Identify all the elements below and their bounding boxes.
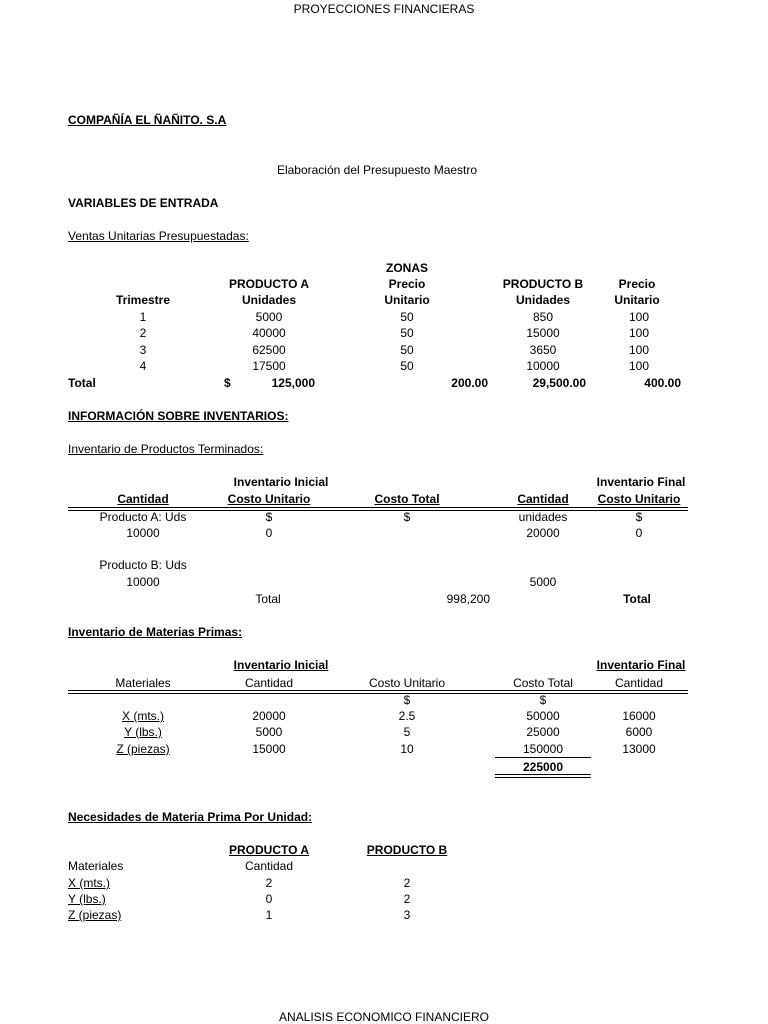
table-row-cell: unidades (518, 510, 568, 524)
divider (68, 507, 688, 508)
raw-col-cantidad-final: Cantidad (614, 676, 664, 690)
needs-col-producto-b: PRODUCTO B (366, 843, 448, 857)
finished-col-costo-total: Costo Total (374, 492, 440, 506)
table-row-cell: 20000 (252, 709, 286, 723)
table-row-cell: 2.5 (398, 709, 416, 723)
inventory-heading: INFORMACIÓN SOBRE INVENTARIOS: (68, 409, 289, 423)
table-row-cell: 5000 (529, 575, 557, 589)
table-row-cell: 100 (628, 326, 650, 340)
table-row-cell: 100 (628, 343, 650, 357)
table-row-cell: 3 (139, 343, 147, 357)
needs-col-cantidad: Cantidad (244, 859, 294, 873)
sales-col-unidades-a: Unidades (241, 293, 297, 307)
sales-col-producto-b: PRODUCTO B (502, 277, 584, 291)
divider (68, 693, 688, 694)
table-row-cell: 5000 (255, 725, 283, 739)
table-row-cell: 0 (265, 892, 273, 906)
table-row-cell: 1 (139, 310, 147, 324)
table-row-cell: Y (lbs.) (124, 725, 162, 739)
table-row-cell: 50000 (526, 709, 560, 723)
page-header: PROYECCIONES FINANCIERAS (293, 2, 475, 16)
table-row-cell: 50 (400, 359, 414, 373)
table-row-cell: 2 (403, 892, 411, 906)
table-row-cell: 10000 (126, 526, 160, 540)
company-name: COMPAÑÍA EL ÑAÑITO. S.A (68, 113, 227, 127)
table-row-cell: 15000 (526, 326, 560, 340)
sales-col-unidades-b: Unidades (515, 293, 571, 307)
sales-zonas-header: ZONAS (386, 261, 428, 275)
table-row-cell: 13000 (622, 742, 656, 756)
raw-group-final: Inventario Final (596, 658, 686, 672)
table-row-cell: 6000 (625, 725, 653, 739)
sales-total-currency: $ (224, 376, 231, 390)
sales-section-title: Ventas Unitarias Presupuestadas: (68, 229, 249, 243)
table-row-cell: X (mts.) (68, 876, 110, 890)
table-row-cell: Producto B: Uds (99, 558, 187, 572)
sales-col-precio-a: Precio (388, 277, 426, 291)
table-row-cell: 0 (265, 526, 273, 540)
needs-col-producto-a: PRODUCTO A (228, 843, 310, 857)
finished-group-final: Inventario Final (596, 475, 686, 489)
table-row-cell: 2 (403, 876, 411, 890)
table-row-cell: 2 (265, 876, 273, 890)
table-row-cell: 50 (400, 310, 414, 324)
table-row-cell: 4 (139, 359, 147, 373)
raw-total: 225000 (522, 760, 564, 774)
table-row-cell: 17500 (252, 359, 286, 373)
sales-total-a-price: 200.00 (451, 376, 488, 390)
raw-group-initial: Inventario Inicial (233, 658, 329, 672)
raw-currency-cu: $ (403, 693, 411, 707)
table-row-cell: 0 (635, 526, 643, 540)
table-row-cell: 16000 (622, 709, 656, 723)
sales-col-trimestre: Trimestre (115, 293, 171, 307)
sales-col-precio-b: Precio (618, 277, 656, 291)
finished-total-value: 998,200 (446, 592, 490, 606)
page-footer: ANALISIS ECONOMICO FINANCIERO (278, 1010, 490, 1024)
table-row-cell: 62500 (252, 343, 286, 357)
raw-col-costo-unitario: Costo Unitario (368, 676, 446, 690)
table-row-cell: 150000 (522, 742, 564, 756)
table-row-cell: 5 (403, 725, 411, 739)
table-row-cell: 20000 (526, 526, 560, 540)
table-row-cell: 10 (400, 742, 414, 756)
sales-total-a-units: 125,000 (271, 376, 315, 390)
document-subtitle: Elaboración del Presupuesto Maestro (276, 163, 478, 177)
table-row-cell: X (mts.) (122, 709, 164, 723)
raw-col-costo-total: Costo Total (513, 676, 573, 690)
table-row-cell: 2 (139, 326, 147, 340)
table-row-cell: 3 (403, 908, 411, 922)
raw-section-title: Inventario de Materias Primas: (68, 625, 243, 639)
sales-col-unitario-a: Unitario (384, 293, 430, 307)
finished-col-costo-unitario-final: Costo Unitario (597, 492, 681, 506)
divider (495, 757, 591, 758)
table-row-cell: 100 (628, 359, 650, 373)
divider (495, 774, 591, 775)
sales-col-producto-a: PRODUCTO A (228, 277, 310, 291)
table-row-cell: 10000 (126, 575, 160, 589)
raw-col-cantidad: Cantidad (244, 676, 294, 690)
table-row-cell: 15000 (252, 742, 286, 756)
table-row-cell: Z (piezas) (116, 742, 170, 756)
raw-col-materiales: Materiales (115, 676, 171, 690)
finished-col-cantidad-final: Cantidad (517, 492, 569, 506)
needs-section-title: Necesidades de Materia Prima Por Unidad: (68, 810, 313, 824)
table-row-cell: $ (265, 510, 273, 524)
finished-col-cantidad: Cantidad (117, 492, 169, 506)
table-row-cell: 50 (400, 343, 414, 357)
finished-group-initial: Inventario Inicial (233, 475, 329, 489)
needs-col-materiales: Materiales (68, 859, 124, 873)
table-row-cell: 5000 (255, 310, 283, 324)
table-row-cell: 10000 (526, 359, 560, 373)
table-row-cell: 25000 (526, 725, 560, 739)
table-row-cell: 3650 (529, 343, 557, 357)
table-row-cell: 40000 (252, 326, 286, 340)
sales-total-b-units: 29,500.00 (532, 376, 586, 390)
finished-section-title: Inventario de Productos Terminados: (68, 442, 264, 456)
sales-col-unitario-b: Unitario (614, 293, 660, 307)
table-row-cell: 850 (532, 310, 554, 324)
table-row-cell: Producto A: Uds (99, 510, 187, 524)
finished-total-label: Total (255, 592, 281, 606)
raw-currency-ct: $ (539, 693, 547, 707)
sales-total-b-price: 400.00 (644, 376, 681, 390)
table-row-cell: 100 (628, 310, 650, 324)
finished-total-final-label: Total (623, 592, 651, 606)
variables-heading: VARIABLES DE ENTRADA (68, 196, 219, 210)
table-row-cell: $ (635, 510, 643, 524)
table-row-cell: Z (piezas) (68, 908, 122, 922)
table-row-cell: $ (403, 510, 411, 524)
finished-col-costo-unitario: Costo Unitario (227, 492, 311, 506)
divider (495, 777, 591, 778)
table-row-cell: 1 (265, 908, 273, 922)
table-row-cell: 50 (400, 326, 414, 340)
table-row-cell: Y (lbs.) (68, 892, 106, 906)
divider (68, 690, 688, 691)
sales-total-label: Total (68, 376, 96, 390)
